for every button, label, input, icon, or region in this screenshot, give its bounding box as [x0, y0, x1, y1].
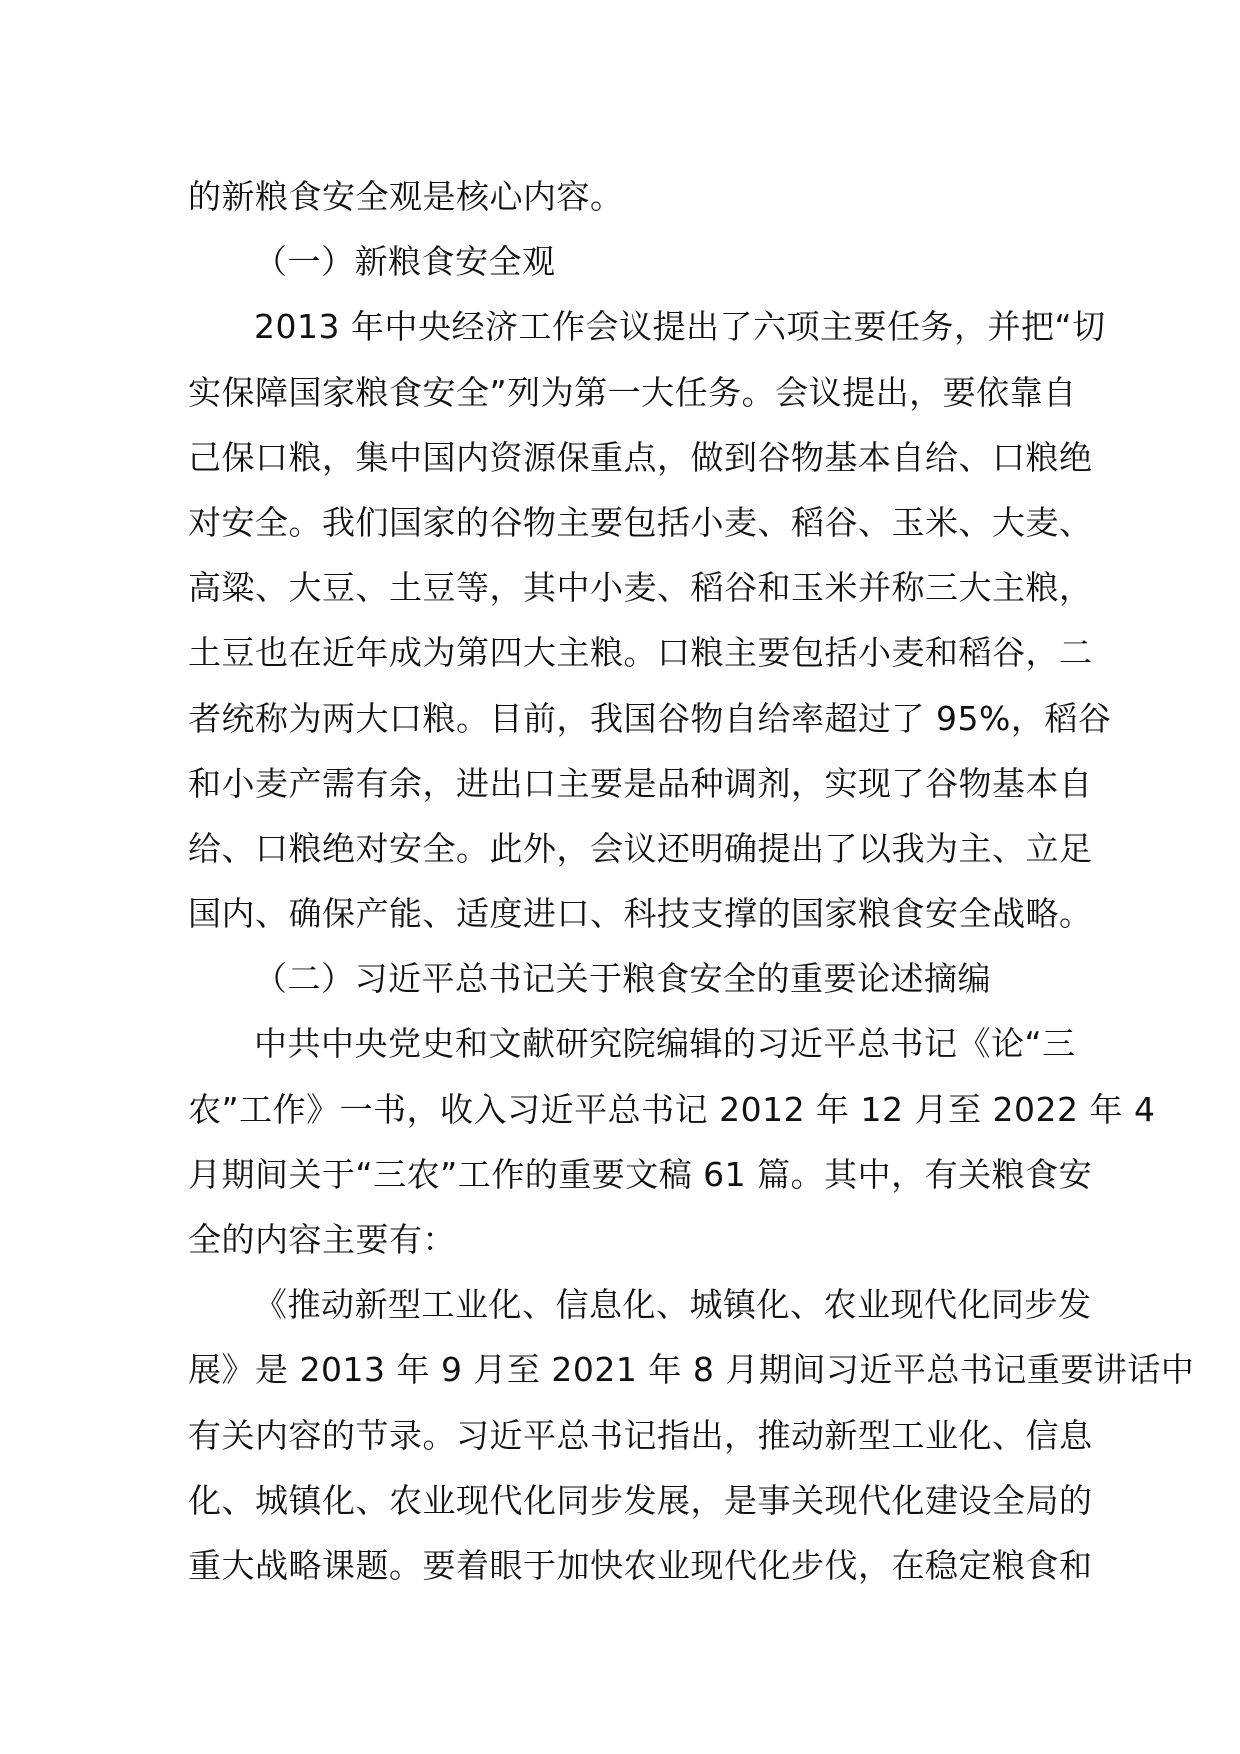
paragraph-line: 《推动新型工业化、信息化、城镇化、农业现代化同步发: [254, 1285, 1092, 1325]
paragraph-line: 对安全。我们国家的谷物主要包括小麦、稻谷、玉米、大麦、: [188, 502, 1093, 542]
paragraph-line: 展》是 2013 年 9 月至 2021 年 8 月期间习近平总书记重要讲话中: [188, 1350, 1195, 1390]
paragraph-line: 全的内容主要有：: [188, 1220, 456, 1259]
paragraph-line: 者统称为两大口粮。目前，我国谷物自给率超过了 95%，稻谷: [188, 698, 1112, 738]
paragraph-line: 月期间关于“三农”工作的重要文稿 61 篇。其中，有关粮食安: [188, 1154, 1093, 1194]
paragraph-line: 中共中央党史和文献研究院编辑的习近平总书记《论“三: [254, 1024, 1076, 1064]
section-heading: （二）习近平总书记关于粮食安全的重要论述摘编: [254, 959, 991, 999]
paragraph-line: 农”工作》一书，收入习近平总书记 2012 年 12 月至 2022 年 4: [188, 1089, 1156, 1129]
section-heading: （一）新粮食安全观: [254, 242, 556, 282]
paragraph-line: 土豆也在近年成为第四大主粮。口粮主要包括小麦和稻谷，二: [188, 633, 1093, 673]
paragraph-line: 的新粮食安全观是核心内容。: [188, 177, 624, 216]
paragraph-line: 有关内容的节录。习近平总书记指出，推动新型工业化、信息: [188, 1415, 1093, 1455]
paragraph-line: 给、口粮绝对安全。此外，会议还明确提出了以我为主、立足: [188, 828, 1093, 868]
paragraph-line: 国内、确保产能、适度进口、科技支撑的国家粮食安全战略。: [188, 894, 1093, 934]
paragraph-line: 实保障国家粮食安全”列为第一大任务。会议提出，要依靠自: [188, 372, 1077, 412]
paragraph-line: 己保口粮，集中国内资源保重点，做到谷物基本自给、口粮绝: [188, 437, 1093, 477]
paragraph-line: 2013 年中央经济工作会议提出了六项主要任务，并把“切: [254, 307, 1106, 347]
document-page: [188, 164, 1195, 1598]
paragraph-line: 高粱、大豆、土豆等，其中小麦、稻谷和玉米并称三大主粮，: [188, 568, 1093, 608]
paragraph-line: 重大战略课题。要着眼于加快农业现代化步伐，在稳定粮食和: [188, 1545, 1093, 1585]
paragraph-line: 和小麦产需有余，进出口主要是品种调剂，实现了谷物基本自: [188, 763, 1093, 803]
paragraph-line: 化、城镇化、农业现代化同步发展，是事关现代化建设全局的: [188, 1480, 1093, 1520]
